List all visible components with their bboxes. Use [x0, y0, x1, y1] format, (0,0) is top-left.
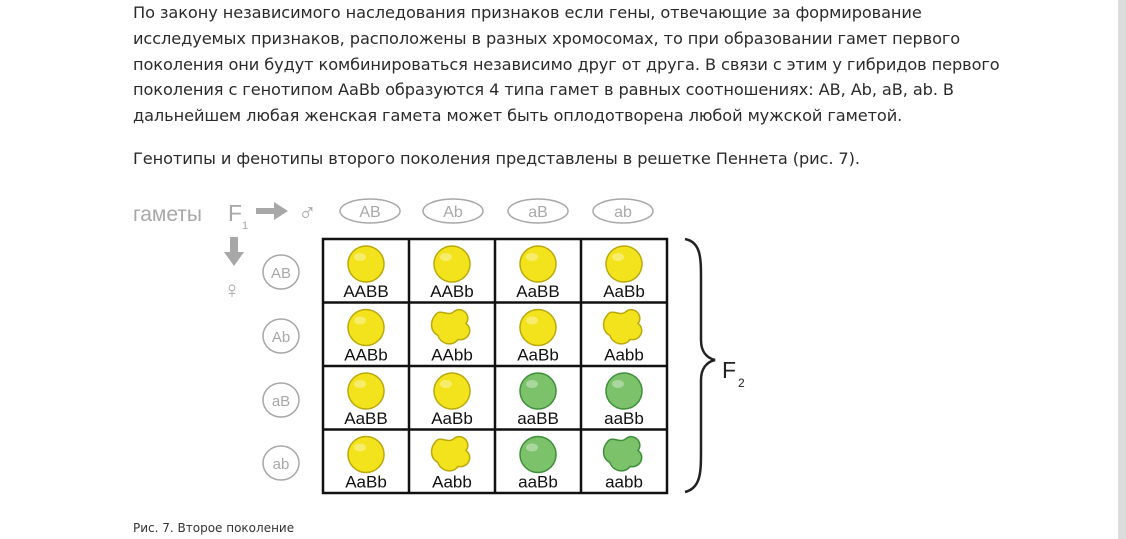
- genotype-label: AaBB: [516, 282, 560, 301]
- f2-brace: [685, 239, 715, 492]
- genotype-label: AABb: [430, 282, 474, 301]
- smooth-pea-icon: [434, 246, 470, 282]
- smooth-pea-icon: [348, 373, 384, 409]
- male-gamete-label: Ab: [443, 204, 463, 221]
- paragraph-mendel-law: По закону независимого наследования признаков если гены, отвечающие за формирование исследуемых признаков, расположены в разных хромосомах, то при образовании гамет первого поколения они будут комбинироваться независимо друг от друга. В связи с этим у гибридов первого поколения с генотипом AaBb образуются 4 типа гамет в равных соотношениях: AB, Ab, aB, ab. В дальнейшем любая женская гамета может быть оплодотворена любой мужской гаметой.: [133, 3, 1000, 126]
- punnett-cell: [604, 373, 644, 428]
- female-gamete-Ab: [263, 319, 299, 353]
- male-gamete-Ab: [423, 199, 483, 223]
- male-gamete-AB: [340, 199, 400, 223]
- female-symbol-icon: ♀: [223, 277, 241, 304]
- pea-highlight: [526, 444, 538, 452]
- punnett-cell: [516, 246, 559, 301]
- down-arrow-icon: [224, 237, 244, 266]
- f2-label: F: [722, 357, 737, 383]
- figure-caption: Рис. 7. Второе поколение: [133, 521, 295, 535]
- pea-highlight: [354, 380, 366, 388]
- pea-highlight: [612, 253, 624, 261]
- pea-highlight: [526, 317, 538, 325]
- smooth-pea-icon: [520, 437, 556, 473]
- punnett-cell: [344, 373, 387, 428]
- genotype-label: AaBb: [603, 282, 645, 301]
- smooth-pea-icon: [434, 373, 470, 409]
- genotype-label: AaBb: [431, 409, 473, 428]
- pea-highlight: [612, 380, 624, 388]
- punnett-grid: [323, 239, 667, 493]
- genotype-label: AaBb: [345, 472, 387, 492]
- punnett-cell: [431, 373, 473, 428]
- genotype-label: Aabb: [604, 345, 644, 365]
- genotype-label: AABb: [344, 345, 388, 365]
- male-gamete-label: AB: [359, 204, 381, 221]
- genotype-label: aabb: [605, 472, 643, 492]
- genotype-label: aaBb: [518, 472, 558, 492]
- paragraph-punnett-intro: Генотипы и фенотипы второго поколения представлены в решетке Пеннета (рис. 7).: [133, 149, 860, 168]
- male-gamete-aB: [508, 199, 568, 223]
- f1-label: F: [228, 200, 243, 226]
- smooth-pea-icon: [348, 310, 384, 346]
- genotype-label: Aabb: [432, 472, 472, 492]
- punnett-square-svg: [133, 190, 773, 502]
- female-gamete-aB: [263, 383, 299, 417]
- smooth-pea-icon: [606, 246, 642, 282]
- male-symbol-icon: ♂: [298, 199, 317, 227]
- genotype-label: AABB: [343, 282, 389, 301]
- male-gamete-ab: [593, 199, 653, 223]
- pea-highlight: [526, 253, 538, 261]
- female-gamete-label: ab: [272, 456, 290, 473]
- genotype-label: AAbb: [431, 345, 473, 365]
- smooth-pea-icon: [520, 246, 556, 282]
- smooth-pea-icon: [606, 373, 642, 409]
- smooth-pea-icon: [348, 246, 384, 282]
- right-edge-strip: [1118, 0, 1126, 539]
- male-gametes-row: [340, 199, 653, 223]
- punnett-cell: [518, 437, 558, 492]
- genotype-label: aaBb: [604, 409, 644, 428]
- punnett-square-figure: [133, 190, 773, 502]
- female-gamete-ab: [263, 446, 299, 480]
- female-gamete-AB: [263, 255, 299, 289]
- smooth-pea-icon: [520, 373, 556, 409]
- punnett-cell: [517, 310, 559, 365]
- gametes-label: гаметы: [133, 203, 203, 226]
- smooth-pea-icon: [348, 437, 384, 473]
- pea-highlight: [440, 380, 452, 388]
- punnett-cell: [343, 246, 388, 301]
- male-gamete-label: ab: [614, 204, 632, 221]
- f2-subscript: 2: [738, 376, 745, 390]
- male-gamete-label: aB: [528, 204, 548, 221]
- pea-highlight: [354, 253, 366, 261]
- genotype-label: AaBB: [344, 409, 388, 428]
- right-arrow-icon: [256, 202, 288, 220]
- punnett-cell: [344, 310, 387, 365]
- f1-subscript: 1: [242, 220, 249, 232]
- punnett-cell: [430, 246, 473, 301]
- smooth-pea-icon: [520, 310, 556, 346]
- pea-highlight: [354, 317, 366, 325]
- punnett-cell: [345, 437, 387, 492]
- punnett-cell: [603, 246, 645, 301]
- genotype-label: aaBB: [517, 409, 559, 428]
- female-gamete-label: aB: [271, 393, 291, 410]
- pea-highlight: [526, 380, 538, 388]
- punnett-cell: [517, 373, 559, 428]
- pea-highlight: [354, 444, 366, 452]
- female-gamete-label: Ab: [271, 329, 291, 346]
- genotype-label: AaBb: [517, 345, 559, 365]
- female-gamete-label: AB: [270, 265, 292, 282]
- pea-highlight: [440, 253, 452, 261]
- female-gametes-column: [263, 255, 299, 480]
